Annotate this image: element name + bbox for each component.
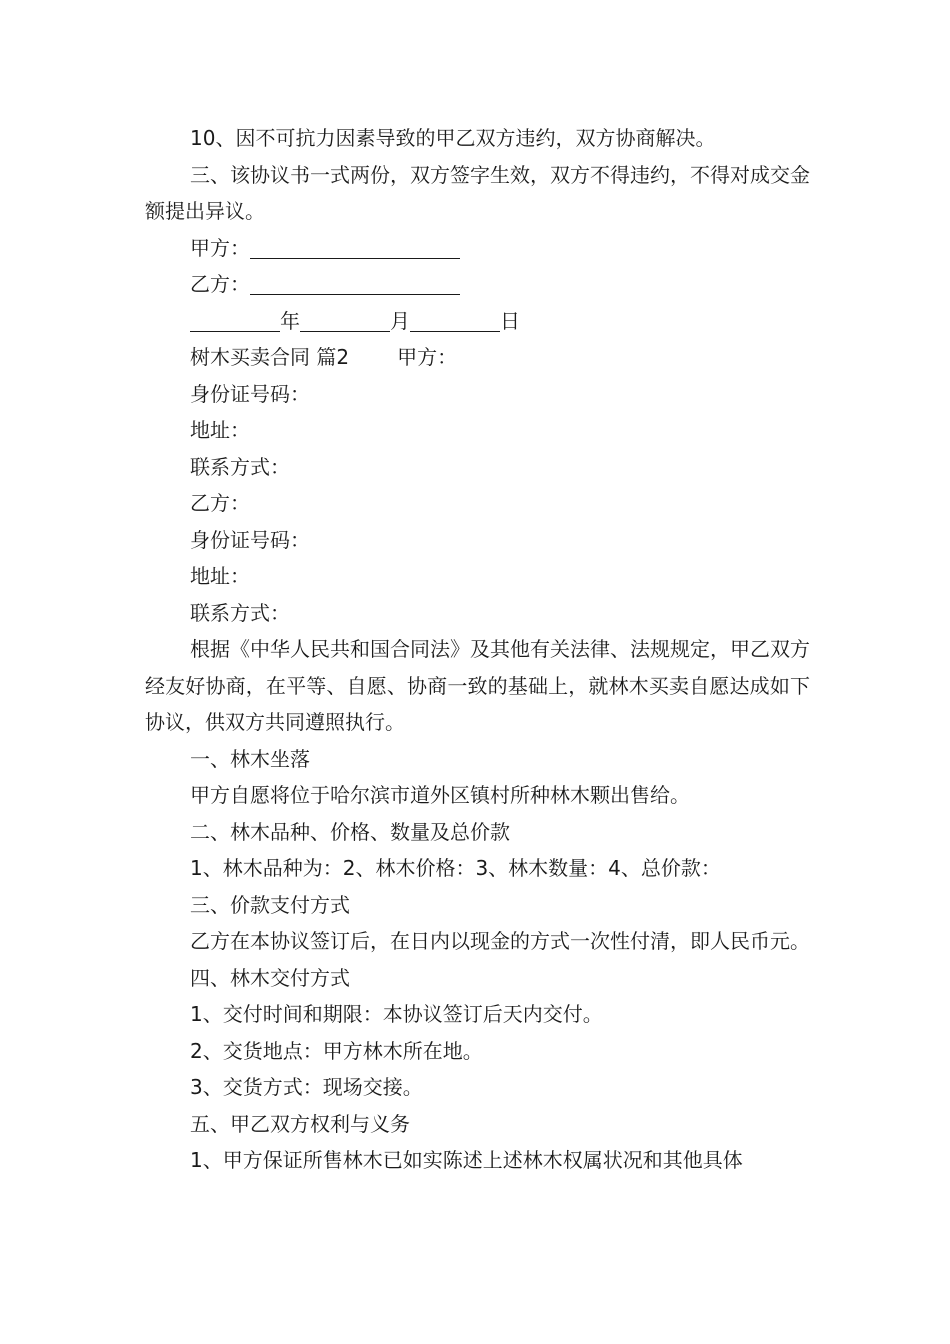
party-a-label: 甲方： xyxy=(397,345,458,369)
signature-date: 年 月 日 xyxy=(145,303,810,340)
heading-rights-obligations: 五、甲乙双方权利与义务 xyxy=(190,1111,410,1136)
paragraph-clause-3: 三、该协议书一式两份，双方签字生效，双方不得违约，不得对成交金额提出异议。 xyxy=(145,162,810,223)
paragraph-preamble: 根据《中华人民共和国合同法》及其他有关法律、法规规定，甲乙双方经友好协商，在平等、自愿、协商一致的基础上，就林木买卖自愿达成如下协议，供双方共同遵照执行。 xyxy=(145,637,810,734)
heading-location: 一、林木坐落 xyxy=(190,746,310,771)
delivery-item-1: 1、交付时间和期限：本协议签订后天内交付。 xyxy=(190,1002,603,1026)
paragraph-variety-price: 1、林木品种为：2、林木价格：3、林木数量：4、总价款： xyxy=(190,856,721,880)
heading-variety-price: 二、林木品种、价格、数量及总价款 xyxy=(190,819,510,844)
section-title: 树木买卖合同 篇2 xyxy=(190,345,350,369)
rights-item-1: 1、甲方保证所售林木已如实陈述上述林木权属状况和其他具体 xyxy=(190,1148,743,1172)
signature-party-b: 乙方： xyxy=(145,266,810,303)
paragraph-payment: 乙方在本协议签订后，在日内以现金的方式一次性付清，即人民币元。 xyxy=(190,929,810,953)
signature-line-a xyxy=(250,236,460,259)
date-day-line xyxy=(410,309,500,332)
party-a-contact: 联系方式： xyxy=(190,454,290,479)
party-a-id: 身份证号码： xyxy=(190,381,310,406)
document-page xyxy=(145,120,810,1179)
date-year-line xyxy=(190,309,280,332)
date-month-line xyxy=(300,309,390,332)
signature-party-a: 甲方： xyxy=(145,230,810,267)
paragraph-clause-10: 10、因不可抗力因素导致的甲乙双方违约，双方协商解决。 xyxy=(190,126,716,150)
party-b-contact: 联系方式： xyxy=(190,600,290,625)
party-b-id: 身份证号码： xyxy=(190,527,310,552)
party-a-address: 地址： xyxy=(190,418,250,442)
paragraph-location: 甲方自愿将位于哈尔滨市道外区镇村所种林木颗出售给。 xyxy=(190,783,690,807)
party-b-address: 地址： xyxy=(190,564,250,588)
section-heading-line xyxy=(145,339,810,376)
heading-payment: 三、价款支付方式 xyxy=(190,892,350,917)
signature-line-b xyxy=(250,272,460,295)
delivery-item-3: 3、交货方式：现场交接。 xyxy=(190,1075,423,1099)
heading-delivery: 四、林木交付方式 xyxy=(190,965,350,990)
party-b-label: 乙方： xyxy=(190,491,250,515)
delivery-item-2: 2、交货地点：甲方林木所在地。 xyxy=(190,1038,483,1063)
